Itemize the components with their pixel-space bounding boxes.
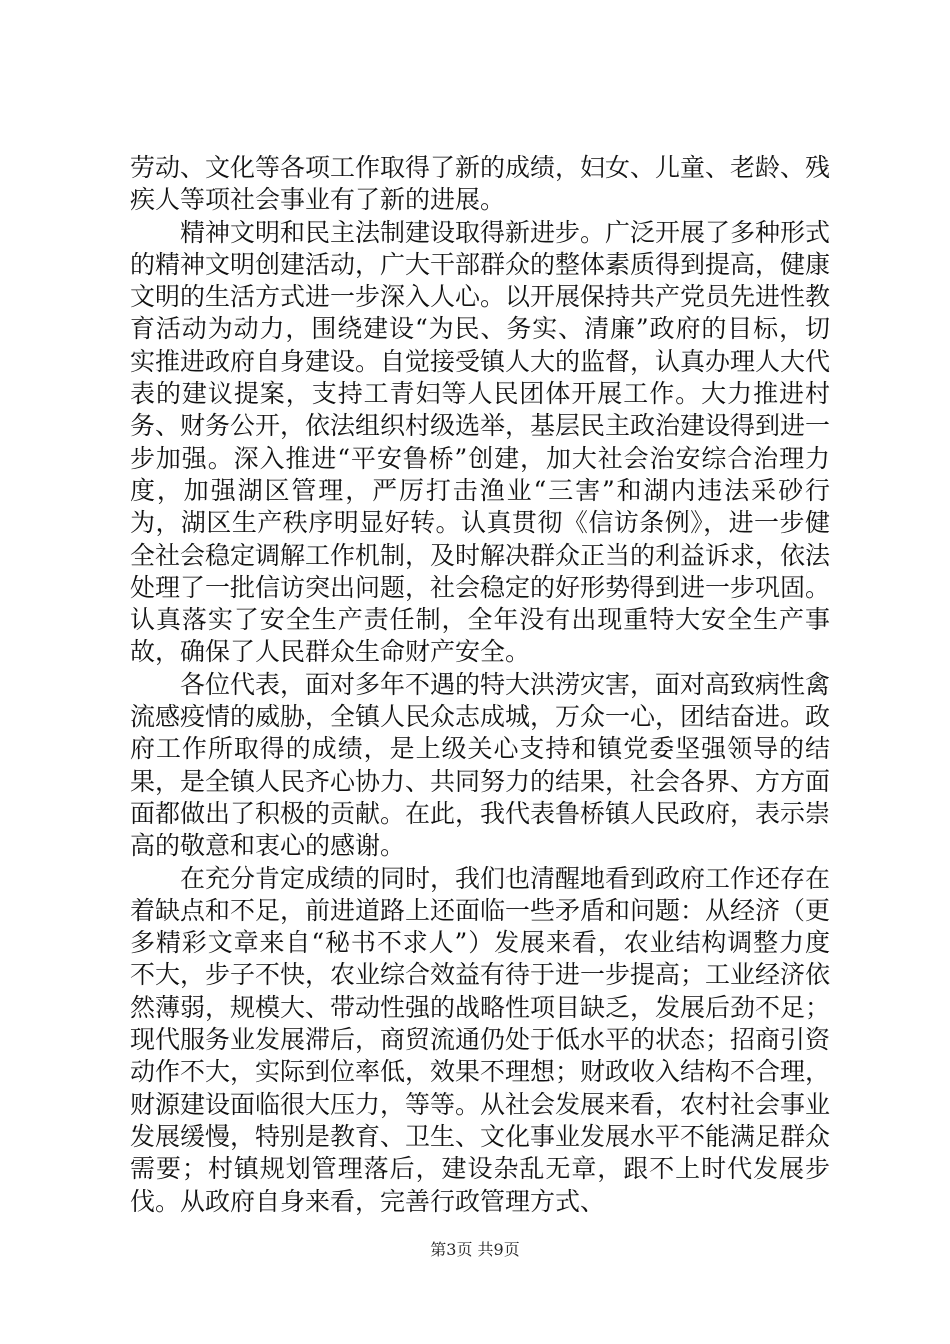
page-number-footer: 第3页 共9页	[430, 1240, 520, 1259]
paragraph-2: 精神文明和民主法制建设取得新进步。广泛开展了多种形式的精神文明创建活动，广大干部群众的整体素质得到提高，健康文明的生活方式进一步深入人心。以开展保持共产党员先进性教育活动为动力，围绕建设“为民、务实、清廉”政府的目标，切实推进政府自身建设。自觉接受镇人大的监督，认真办理人大代表的建议提案，支持工青妇等人民团体开展工作。大力推进村务、财务公开，依法组织村级选举，基层民主政治建设得到进一步加强。深入推进“平安鲁桥”创建，加大社会治安综合治理力度，加强湖区管理，严厉打击渔业“三害”和湖内违法采砂行为，湖区生产秩序明显好转。认真贯彻《信访条例》，进一步健全社会稳定调解工作机制，及时解决群众正当的利益诉求，依法处理了一批信访突出问题，社会稳定的好形势得到进一步巩固。认真落实了安全生产责任制，全年没有出现重特大安全生产事故，确保了人民群众生命财产安全。	[130, 217, 831, 667]
paragraph-1: 劳动、文化等各项工作取得了新的成绩，妇女、儿童、老龄、残疾人等项社会事业有了新的进展。	[130, 153, 831, 215]
paragraph-4: 在充分肯定成绩的同时，我们也清醒地看到政府工作还存在着缺点和不足，前进道路上还面临一些矛盾和问题：从经济（更多精彩文章来自“秘书不求人”）发展来看，农业结构调整力度不大，步子不快，农业综合效益有待于进一步提高；工业经济依然薄弱，规模大、带动性强的战略性项目缺乏，发展后劲不足；现代服务业发展滞后，商贸流通仍处于低水平的状态；招商引资动作不大，实际到位率低，效果不理想；财政收入结构不合理，财源建设面临很大压力，等等。从社会发展来看，农村社会事业发展缓慢，特别是教育、卫生、文化事业发展水平不能满足群众需要；村镇规划管理落后，建设杂乱无章，跟不上时代发展步伐。从政府自身来看，完善行政管理方式、	[130, 863, 831, 1216]
paragraph-3: 各位代表，面对多年不遇的特大洪涝灾害，面对高致病性禽流感疫情的威胁，全镇人民众志成城，万众一心，团结奋进。政府工作所取得的成绩，是上级关心支持和镇党委坚强领导的结果，是全镇人民齐心协力、共同努力的结果，社会各界、方方面面都做出了积极的贡献。在此，我代表鲁桥镇人民政府，表示崇高的敬意和衷心的感谢。	[130, 669, 831, 861]
body-text	[130, 152, 830, 1218]
